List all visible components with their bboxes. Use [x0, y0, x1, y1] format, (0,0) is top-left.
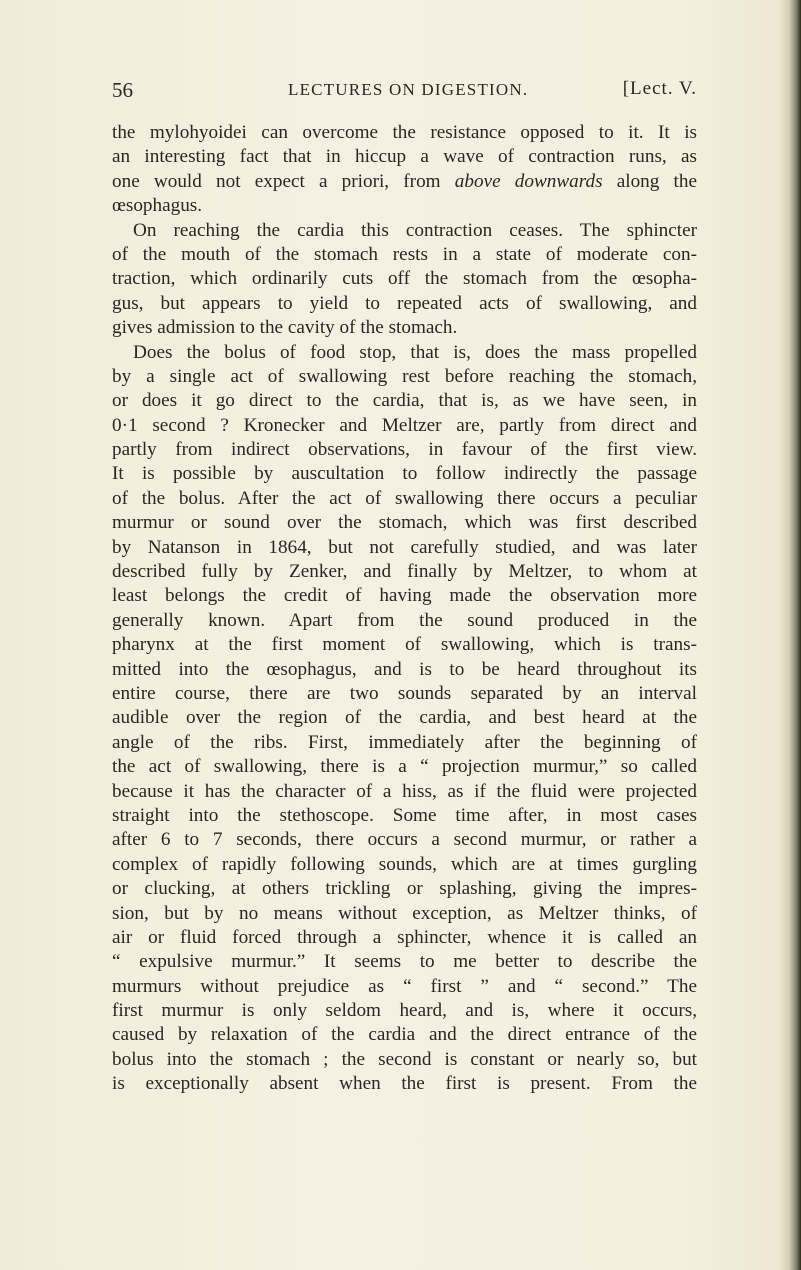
page-edge-shadow — [779, 0, 801, 1270]
text-line: least belongs the credit of having made the observation more — [112, 585, 697, 607]
text-line: sion, but by no means without exception, as Meltzer thinks, of — [112, 902, 697, 924]
text-line: or does it go direct to the cardia, that is, as we have seen, in — [112, 390, 697, 412]
text-line: generally known. Apart from the sound produced in the — [112, 609, 697, 631]
page-body-text — [112, 121, 697, 1097]
text-line: an interesting fact that in hiccup a wave of contraction runs, as — [112, 146, 697, 168]
text-line: complex of rapidly following sounds, which are at times gurgling — [112, 853, 697, 875]
italic-phrase: above downwards — [454, 170, 603, 192]
text-line: first murmur is only seldom heard, and is, where it occurs, — [112, 1000, 697, 1022]
text-line: mitted into the œsophagus, and is to be heard throughout its — [112, 658, 697, 680]
text-line: gives admission to the cavity of the stomach. — [112, 317, 458, 339]
text-line: or clucking, at others trickling or splashing, giving the impres- — [112, 878, 697, 900]
text-line: murmur or sound over the stomach, which was first described — [112, 512, 697, 534]
text-line: angle of the ribs. First, immediately after the beginning of — [112, 731, 697, 753]
running-title: LECTURES ON DIGESTION. — [288, 80, 529, 99]
text-line: entire course, there are two sounds separated by an interval — [112, 682, 697, 704]
text-line: partly from indirect observations, in favour of the first view. — [112, 439, 697, 461]
text-line: by a single act of swallowing rest before reaching the stomach, — [112, 365, 697, 387]
text-line: audible over the region of the cardia, and best heard at the — [112, 707, 697, 729]
text-line: the act of swallowing, there is a “ projection murmur,” so called — [112, 756, 697, 778]
text-line: straight into the stethoscope. Some time after, in most cases — [112, 804, 697, 826]
text-line: bolus into the stomach ; the second is constant or nearly so, but — [112, 1048, 697, 1070]
running-header — [112, 78, 697, 108]
text-line: Does the bolus of food stop, that is, does the mass propelled — [133, 341, 697, 363]
text-line: murmurs without prejudice as “ first ” and “ second.” The — [112, 975, 697, 997]
text-line: pharynx at the first moment of swallowing, which is trans- — [112, 634, 697, 656]
text-line: after 6 to 7 seconds, there occurs a second murmur, or rather a — [112, 829, 697, 851]
text-line: of the bolus. After the act of swallowing there occurs a peculiar — [112, 487, 697, 509]
text-line: one would not expect a priori, from above downwards along the — [112, 170, 697, 192]
lecture-section: [Lect. V. — [622, 78, 697, 99]
text-line: of the mouth of the stomach rests in a state of moderate con- — [112, 243, 697, 265]
text-line: “ expulsive murmur.” It seems to me better to describe the — [112, 951, 697, 973]
text-line: the mylohyoidei can overcome the resistance opposed to it. It is — [112, 122, 697, 143]
text-line: gus, but appears to yield to repeated acts of swallowing, and — [112, 292, 697, 314]
text-line: by Natanson in 1864, but not carefully studied, and was later — [112, 536, 697, 558]
text-line: described fully by Zenker, and finally by Meltzer, to whom at — [112, 561, 697, 583]
text-line: œsophagus. — [112, 195, 203, 217]
text-line: caused by relaxation of the cardia and the direct entrance of the — [112, 1024, 697, 1046]
text-line: air or fluid forced through a sphincter, whence it is called an — [112, 926, 697, 948]
text-line: is exceptionally absent when the first is present. From the — [112, 1073, 697, 1095]
text-line: On reaching the cardia this contraction ceases. The sphincter — [133, 219, 697, 241]
text-line: 0·1 second ? Kronecker and Meltzer are, partly from direct and — [112, 414, 697, 436]
text-line: It is possible by auscultation to follow indirectly the passage — [112, 463, 697, 485]
text-line: because it has the character of a hiss, as if the fluid were projected — [112, 780, 697, 802]
page-number: 56 — [112, 78, 133, 102]
text-line: traction, which ordinarily cuts off the stomach from the œsopha- — [112, 268, 697, 290]
